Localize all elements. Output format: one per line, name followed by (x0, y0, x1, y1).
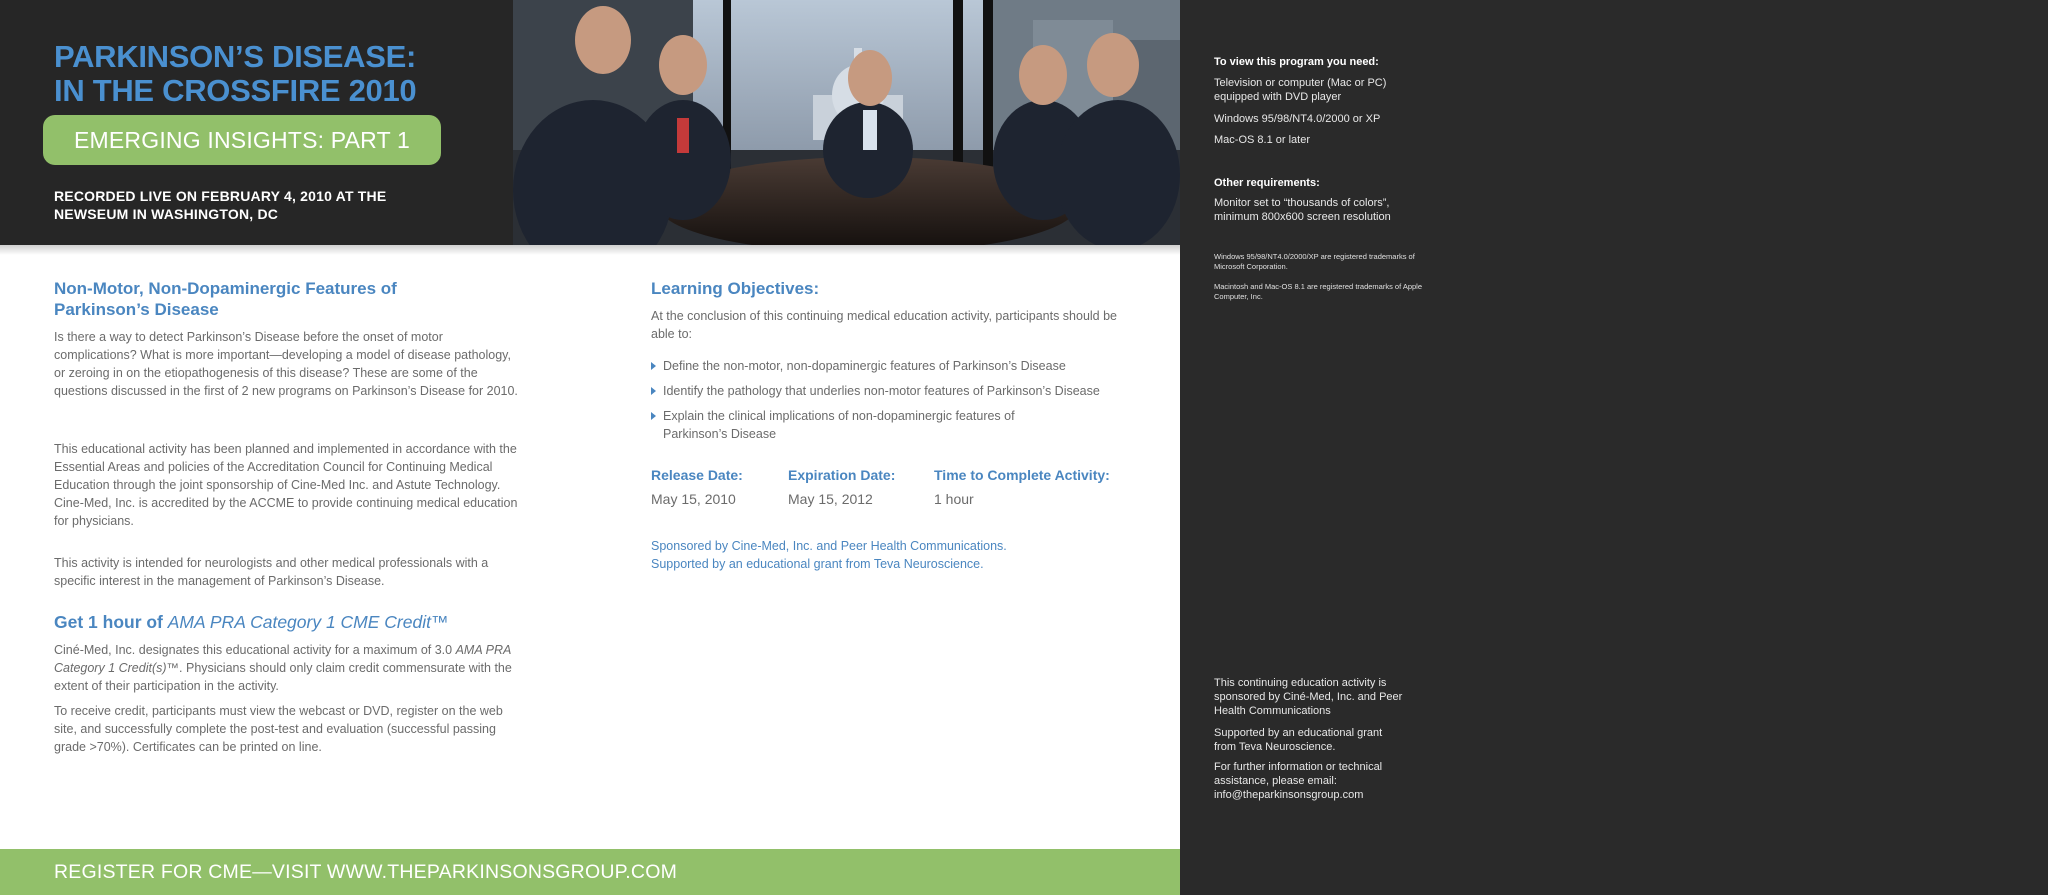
panel-discussion-photo (513, 0, 1180, 245)
recorded-note: RECORDED LIVE ON FEBRUARY 4, 2010 AT THE NEWSEUM IN WASHINGTON, DC (54, 188, 387, 222)
credit-heading-prefix: Get 1 hour of (54, 612, 168, 632)
panel-photo (513, 0, 1180, 245)
time-to-complete (934, 466, 1110, 508)
requirement-item: Mac-OS 8.1 or later (1214, 134, 1310, 146)
credit-heading (54, 612, 524, 633)
register-link-text[interactable]: REGISTER FOR CME—VISIT WWW.THEPARKINSONSGROUP.COM (54, 861, 678, 883)
part-badge: EMERGING INSIGHTS: PART 1 (43, 115, 441, 165)
audience-paragraph: This activity is intended for neurologists and other medical professionals with a specific interest in the management of Parkinson’s Disease. (54, 556, 489, 588)
heading-line-1: Non-Motor, Non-Dopaminergic Features of (54, 279, 397, 298)
list-item (651, 357, 1151, 375)
credit-text-b: . Physicians should only claim credit commensurate with the extent of their participation in the activity. (54, 661, 512, 693)
trademark-note: Macintosh and Mac-OS 8.1 are registered trademarks of Apple Computer, Inc. (1214, 282, 1423, 301)
heading-line-2: Parkinson’s Disease (54, 300, 219, 319)
credit-text-italic: AMA PRA Category 1 Credit(s)™ (54, 643, 511, 675)
credit-text-a: Ciné-Med, Inc. designates this educational activity for a maximum of 3.0 (54, 643, 456, 657)
release-date-label: Release Date: (651, 467, 743, 483)
sponsor-line-1: Sponsored by Cine-Med, Inc. and Peer Health Communications. (651, 539, 1007, 553)
bullet-arrow-icon (651, 387, 656, 395)
title-line-1: PARKINSON’S DISEASE: (54, 39, 417, 74)
title-line-2: IN THE CROSSFIRE 2010 (54, 73, 417, 108)
trademark-note: Windows 95/98/NT4.0/2000/XP are registered trademarks of Microsoft Corporation. (1214, 252, 1415, 271)
register-banner (0, 849, 1180, 895)
requirements-heading: To view this program you need: (1214, 56, 1379, 68)
credit-designation-paragraph (54, 641, 524, 695)
release-date (651, 466, 743, 508)
bullet-arrow-icon (651, 362, 656, 370)
header-shadow (0, 245, 1180, 255)
grant-note: Supported by an educational grant from Teva Neuroscience. (1214, 727, 1383, 753)
intro-paragraph: Is there a way to detect Parkinson’s Disease before the onset of motor complications? What is more important—developing a model of disease pathology, or zeroing in on the etiopathogenesis of this disease? These are some of the questions discussed in the first of 2 new programs on Parkinson’s Disease for 2010. (54, 330, 518, 398)
objective-text: Identify the pathology that underlies non-motor features of Parkinson’s Disease (663, 384, 1100, 398)
requirement-item: Television or computer (Mac or PC) equipped with DVD player (1214, 77, 1387, 103)
expiration-date-label: Expiration Date: (788, 467, 896, 483)
objective-text: Explain the clinical implications of non-dopaminergic features of Parkinson’s Disease (663, 409, 1015, 441)
expiration-date (788, 466, 895, 508)
release-date-value: May 15, 2010 (651, 491, 736, 507)
list-item (651, 407, 1051, 443)
objectives-intro: At the conclusion of this continuing medical education activity, participants should be able to: (651, 309, 1118, 341)
objective-text: Define the non-motor, non-dopaminergic features of Parkinson’s Disease (663, 359, 1066, 373)
learning-objectives-heading: Learning Objectives: (651, 279, 820, 298)
time-to-complete-label: Time to Complete Activity: (934, 467, 1110, 483)
credit-heading-italic: AMA PRA Category 1 CME Credit™ (167, 612, 449, 632)
expiration-date-value: May 15, 2012 (788, 491, 873, 507)
requirement-item: Windows 95/98/NT4.0/2000 or XP (1214, 113, 1381, 125)
other-requirements-heading: Other requirements: (1214, 177, 1320, 189)
contact-note: For further information or technical assistance, please email: info@theparkinsonsgroup.com (1214, 761, 1383, 801)
bullet-arrow-icon (651, 412, 656, 420)
other-requirement-item: Monitor set to “thousands of colors”, minimum 800x600 screen resolution (1214, 197, 1391, 223)
sponsorship-note: This continuing education activity is sponsored by Ciné-Med, Inc. and Peer Health Communications (1214, 677, 1403, 717)
list-item (651, 382, 1151, 400)
receive-credit-paragraph: To receive credit, participants must view the webcast or DVD, register on the web site, and successfully complete the post-test and evaluation (successful passing grade >70%). Certificates can be printed on line. (54, 704, 503, 754)
accreditation-paragraph: This educational activity has been planned and implemented in accordance with the Essential Areas and policies of the Accreditation Council for Continuing Medical Education through the joint sponsorship of Cine-Med Inc. and Astute Technology. Cine-Med, Inc. is accredited by the ACCME to provide continuing medical education for physicians. (54, 442, 518, 528)
sponsor-line-2: Supported by an educational grant from Teva Neuroscience. (651, 557, 984, 571)
section-heading-nonmotor (54, 278, 524, 320)
sponsor-note (651, 537, 1151, 573)
time-to-complete-value: 1 hour (934, 491, 974, 507)
program-title (54, 40, 416, 108)
objectives-list (651, 357, 1151, 450)
